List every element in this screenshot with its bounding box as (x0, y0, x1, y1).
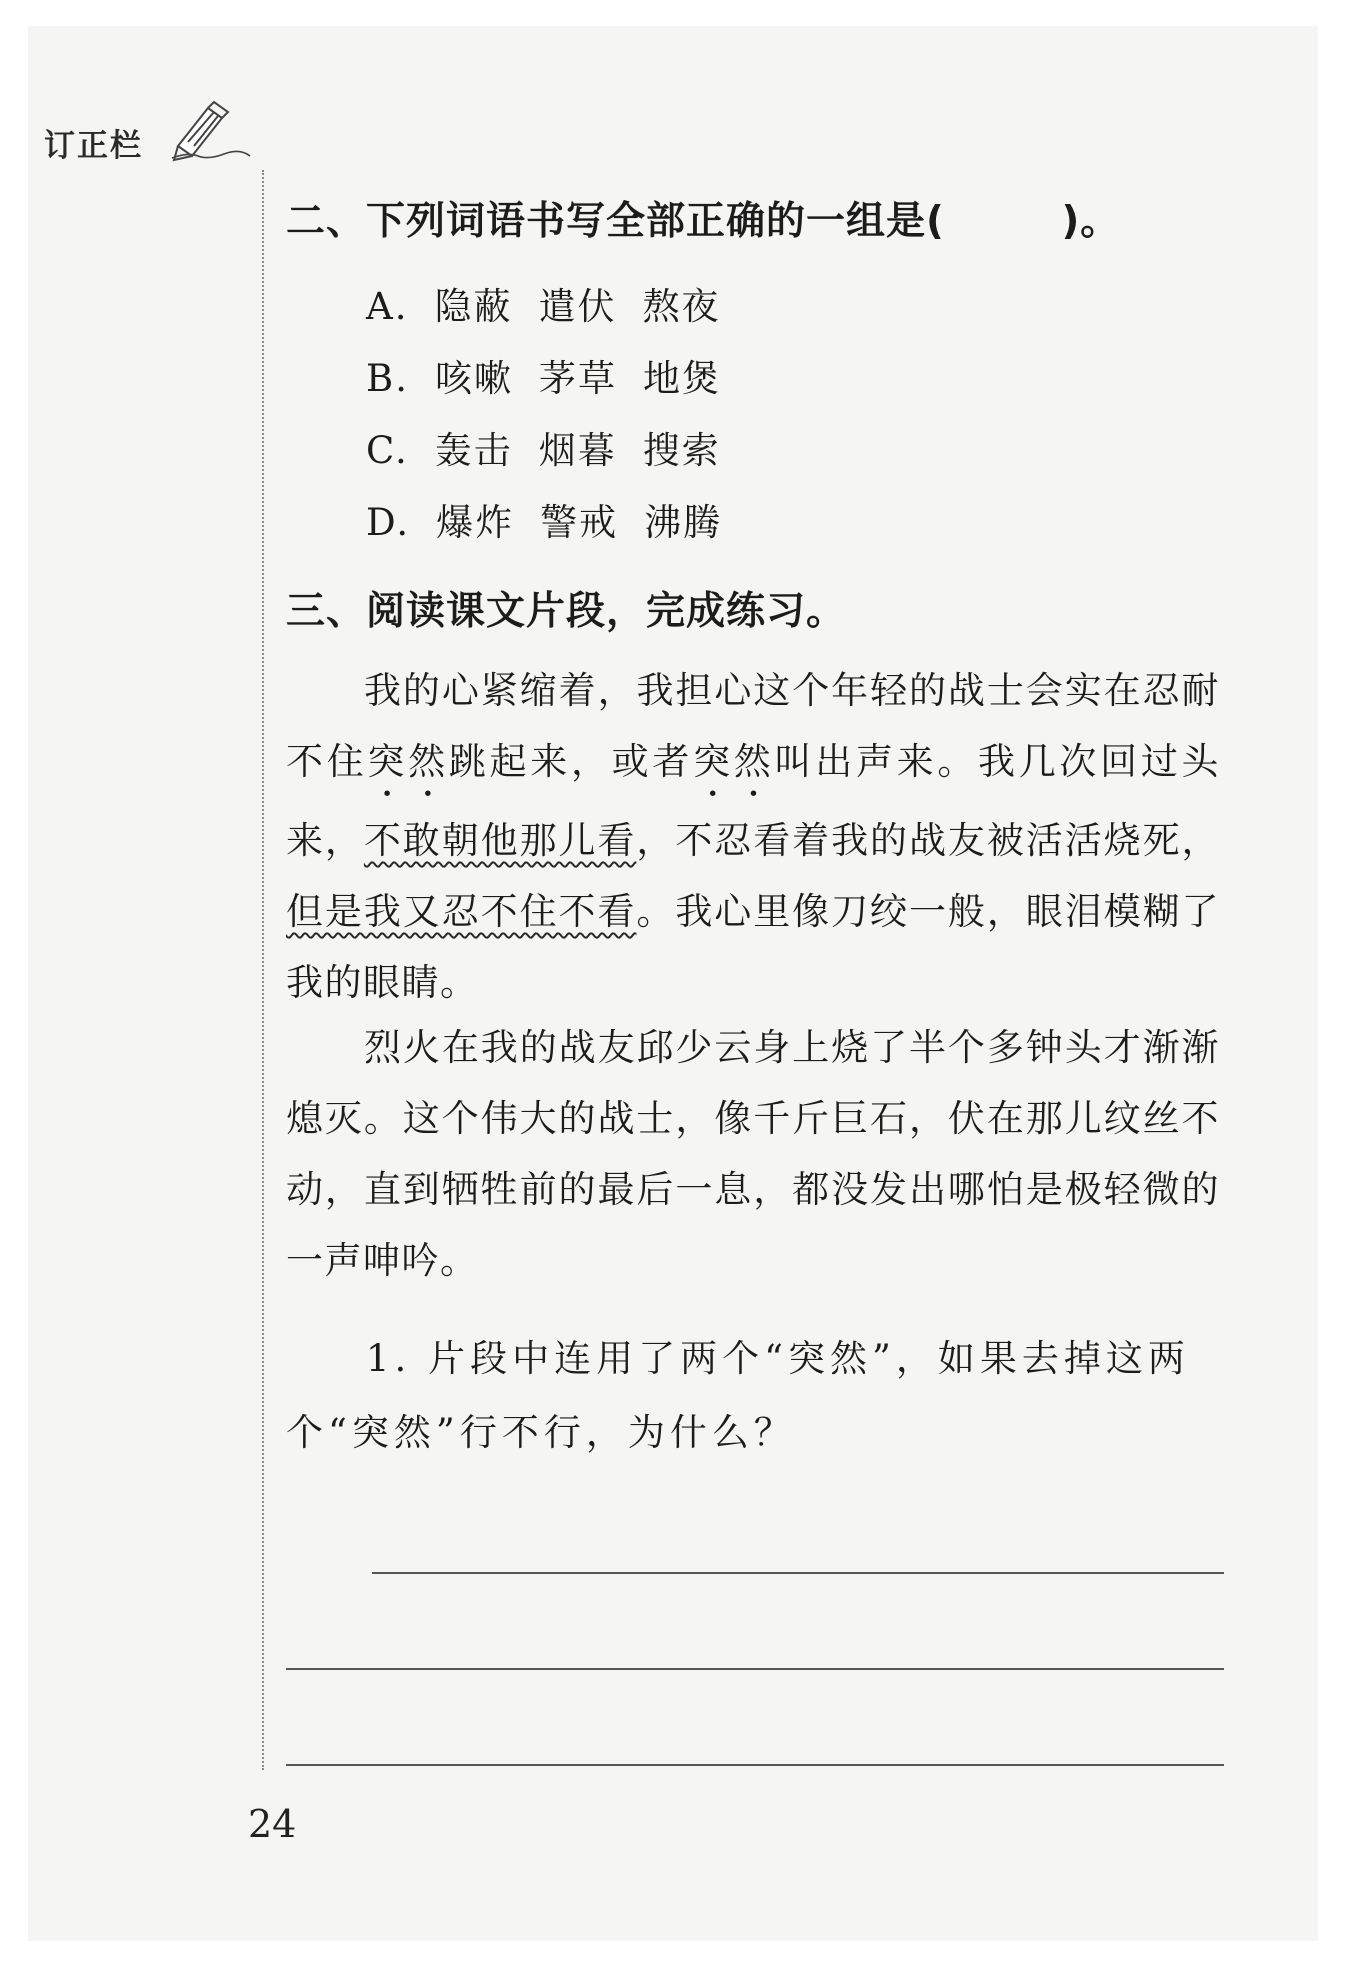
option-label: B. (366, 357, 409, 400)
option-label: C. (366, 429, 409, 472)
wavy-underlined-phrase: 不敢朝他那儿看 (363, 819, 637, 862)
correction-column-title: 订正栏 (44, 128, 143, 164)
passage-text: 。我心里像刀绞一般，眼泪模糊了我的眼睛。 (286, 890, 1221, 1004)
option-a (366, 276, 720, 330)
section3-heading: 三、阅读课文片段，完成练习。 (286, 589, 847, 634)
option-word: 轰击 (434, 429, 513, 472)
option-word: 沸腾 (644, 501, 723, 544)
option-word: 熬夜 (642, 285, 721, 328)
option-word: 隐蔽 (434, 285, 513, 328)
option-word: 搜索 (642, 429, 721, 472)
option-label: D. (366, 501, 411, 544)
option-b (366, 348, 721, 402)
passage-text: 跳起来，或者 (448, 740, 694, 783)
option-d (366, 492, 722, 546)
option-word: 茅草 (538, 357, 617, 400)
option-word: 咳嗽 (434, 357, 513, 400)
option-word: 警戒 (540, 501, 619, 544)
option-word: 爆炸 (436, 501, 515, 544)
question-1: 1. 片段中连用了两个“突然”，如果去掉这两个“突然”行不行，为什么？ (286, 1337, 1190, 1454)
margin-divider (262, 170, 264, 1770)
option-word: 烟暮 (538, 429, 617, 472)
pencil-icon (168, 100, 252, 162)
option-c (366, 420, 721, 474)
answer-line[interactable] (286, 1668, 1224, 1670)
passage-text: ，不忍看着我的战友被活活烧死， (636, 819, 1221, 862)
option-word: 地煲 (642, 357, 721, 400)
emphasized-word: 突然 (693, 740, 775, 783)
answer-line[interactable] (372, 1572, 1224, 1574)
wavy-underlined-phrase: 但是我又忍不住不看 (286, 890, 637, 933)
answer-line[interactable] (286, 1764, 1224, 1766)
option-word: 遣伏 (538, 285, 617, 328)
passage-paragraph-2: 烈火在我的战友邱少云身上烧了半个多钟头才渐渐熄灭。这个伟大的战士，像千斤巨石，伏在那儿纹丝不动，直到牺牲前的最后一息，都没发出哪怕是极轻微的一声呻吟。 (286, 1026, 1220, 1282)
section2-heading: 二、下列词语书写全部正确的一组是( )。 (286, 199, 1121, 244)
passage-text: 叫出声来。我几次回过头来， (286, 740, 1221, 862)
passage-text: 我的心紧缩着，我担心这个年轻的战士会实在忍耐不住 (286, 669, 1220, 783)
page-number: 24 (248, 1802, 297, 1846)
emphasized-word: 突然 (367, 740, 449, 783)
option-label: A. (366, 285, 409, 328)
passage-paragraph-1 (286, 655, 1220, 1018)
